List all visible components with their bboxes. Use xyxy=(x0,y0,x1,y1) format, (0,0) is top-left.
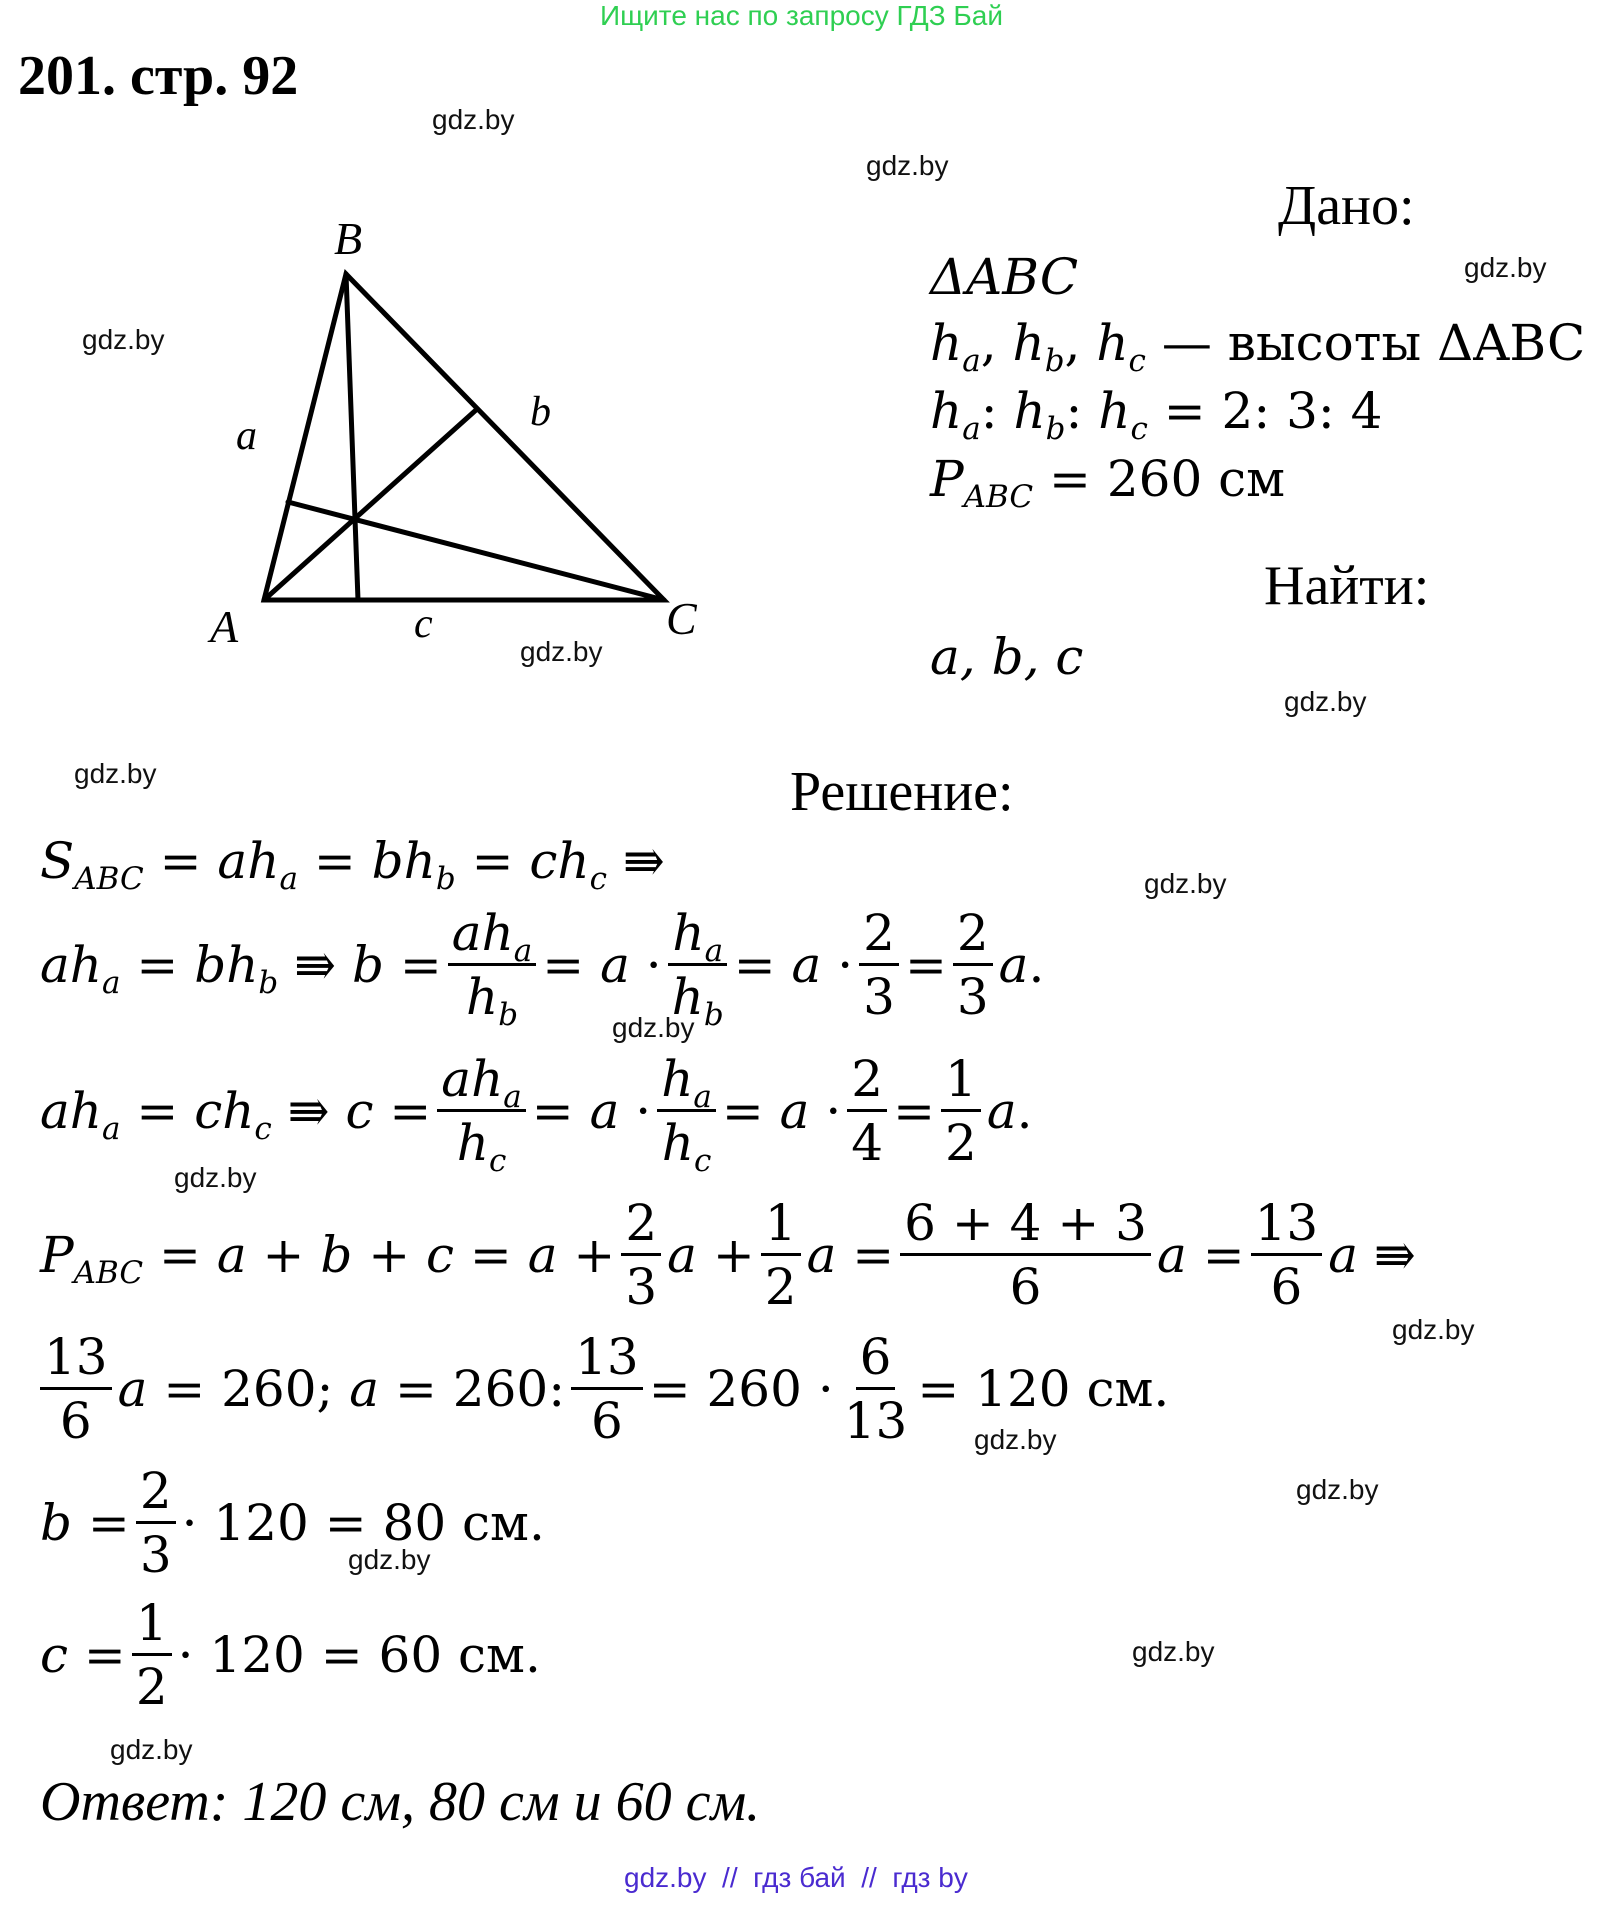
equation-b-value: b = $\frac{2}{3}$ · 120 = 80 см. xyxy=(40,1461,545,1584)
equation-perimeter: $P_{ABC} = a + b + c = a$ + $\frac{2}{3}$ a + $\frac{1}{2}$ a = $\frac{6 + 4 + 3}{6}$ a = $\frac{13}{6}$ a ⇛ xyxy=(40,1193,1416,1316)
given-perimeter-value: = 260 см xyxy=(1049,450,1286,508)
solution-heading: Решение: xyxy=(790,761,1014,823)
find-items xyxy=(930,628,1084,686)
watermark: gdz.by xyxy=(1392,1314,1475,1345)
watermark: gdz.by xyxy=(612,1012,695,1043)
watermark: gdz.by xyxy=(74,758,157,789)
vertex-a-label: A xyxy=(210,601,239,652)
given-triangle-text: ΔABC xyxy=(930,248,1079,306)
given-heights: $h_a$, $h_b$, $h_c$ — высоты ΔABC xyxy=(930,314,1586,379)
given-heights-desc: — высоты ΔABC xyxy=(1161,314,1586,372)
side-c-label: c xyxy=(414,601,433,647)
watermark: gdz.by xyxy=(432,104,515,135)
given-heading: Дано: xyxy=(1278,175,1415,237)
watermark: gdz.by xyxy=(866,150,949,181)
watermark: gdz.by xyxy=(110,1734,193,1765)
equation-area: $S_{ABC} = ah_a = bh_b = ch_c$ ⇛ xyxy=(40,832,665,897)
watermark: gdz.by xyxy=(1144,868,1227,899)
find-heading: Найти: xyxy=(1264,555,1430,617)
vertex-b-label: B xyxy=(334,213,363,264)
watermark: gdz.by xyxy=(1132,1636,1215,1667)
triangle-figure xyxy=(190,210,730,660)
equation-c-value: c = $\frac{1}{2}$ · 120 = 60 см. xyxy=(40,1593,541,1716)
equation-c: $ah_a = ch_c$ ⇛ c = $\frac{ah_a}{h_c}$ = a · $\frac{h_a}{h_c}$ = a · $\frac{2}{4}$ = $\frac{1}{2}$ a. xyxy=(40,1049,1033,1179)
watermark: gdz.by xyxy=(1464,252,1547,283)
find-items-text: a, b, c xyxy=(930,628,1084,686)
side-b-label: b xyxy=(530,389,551,435)
watermark: gdz.by xyxy=(974,1424,1057,1455)
given-ratio: $h_a$: $h_b$: $h_c = 2$: 3: 4 xyxy=(930,382,1383,447)
altitude-from-b xyxy=(346,274,358,600)
given-perimeter: $P_{ABC} = 260$ см xyxy=(930,450,1286,515)
given-ratio-value: = 2: 3: 4 xyxy=(1163,382,1383,440)
answer-text: Ответ: 120 см, 80 см и 60 см. xyxy=(40,1771,761,1833)
equation-a-value: $\frac{13}{6}$ a = 260; a = 260: $\frac{13}{6}$ = 260 · $\frac{6}{13}$ = 120 см. xyxy=(40,1314,1169,1464)
watermark: gdz.by xyxy=(1284,686,1367,717)
side-a-label: a xyxy=(236,413,257,459)
equation-b: $ah_a = bh_b$ ⇛ b = $\frac{ah_a}{h_b}$ = a · $\frac{h_a}{h_b}$ = a · $\frac{2}{3}$ = $\frac{2}{3}$ a. xyxy=(40,903,1045,1033)
triangle-abc xyxy=(264,274,664,600)
exercise-title: 201. стр. 92 xyxy=(18,45,299,107)
search-banner[interactable]: Ищите нас по запросу ГДЗ Бай xyxy=(600,0,1004,31)
watermark: gdz.by xyxy=(1296,1474,1379,1505)
watermark: gdz.by xyxy=(348,1544,431,1575)
vertex-c-label: C xyxy=(666,593,697,644)
given-triangle xyxy=(930,248,1079,306)
watermark: gdz.by xyxy=(520,636,603,667)
watermark: gdz.by xyxy=(174,1162,257,1193)
watermark: gdz.by xyxy=(82,324,165,355)
footer-links[interactable]: gdz.by // гдз бай // гдз by xyxy=(624,1862,968,1893)
altitude-from-c xyxy=(288,502,664,600)
